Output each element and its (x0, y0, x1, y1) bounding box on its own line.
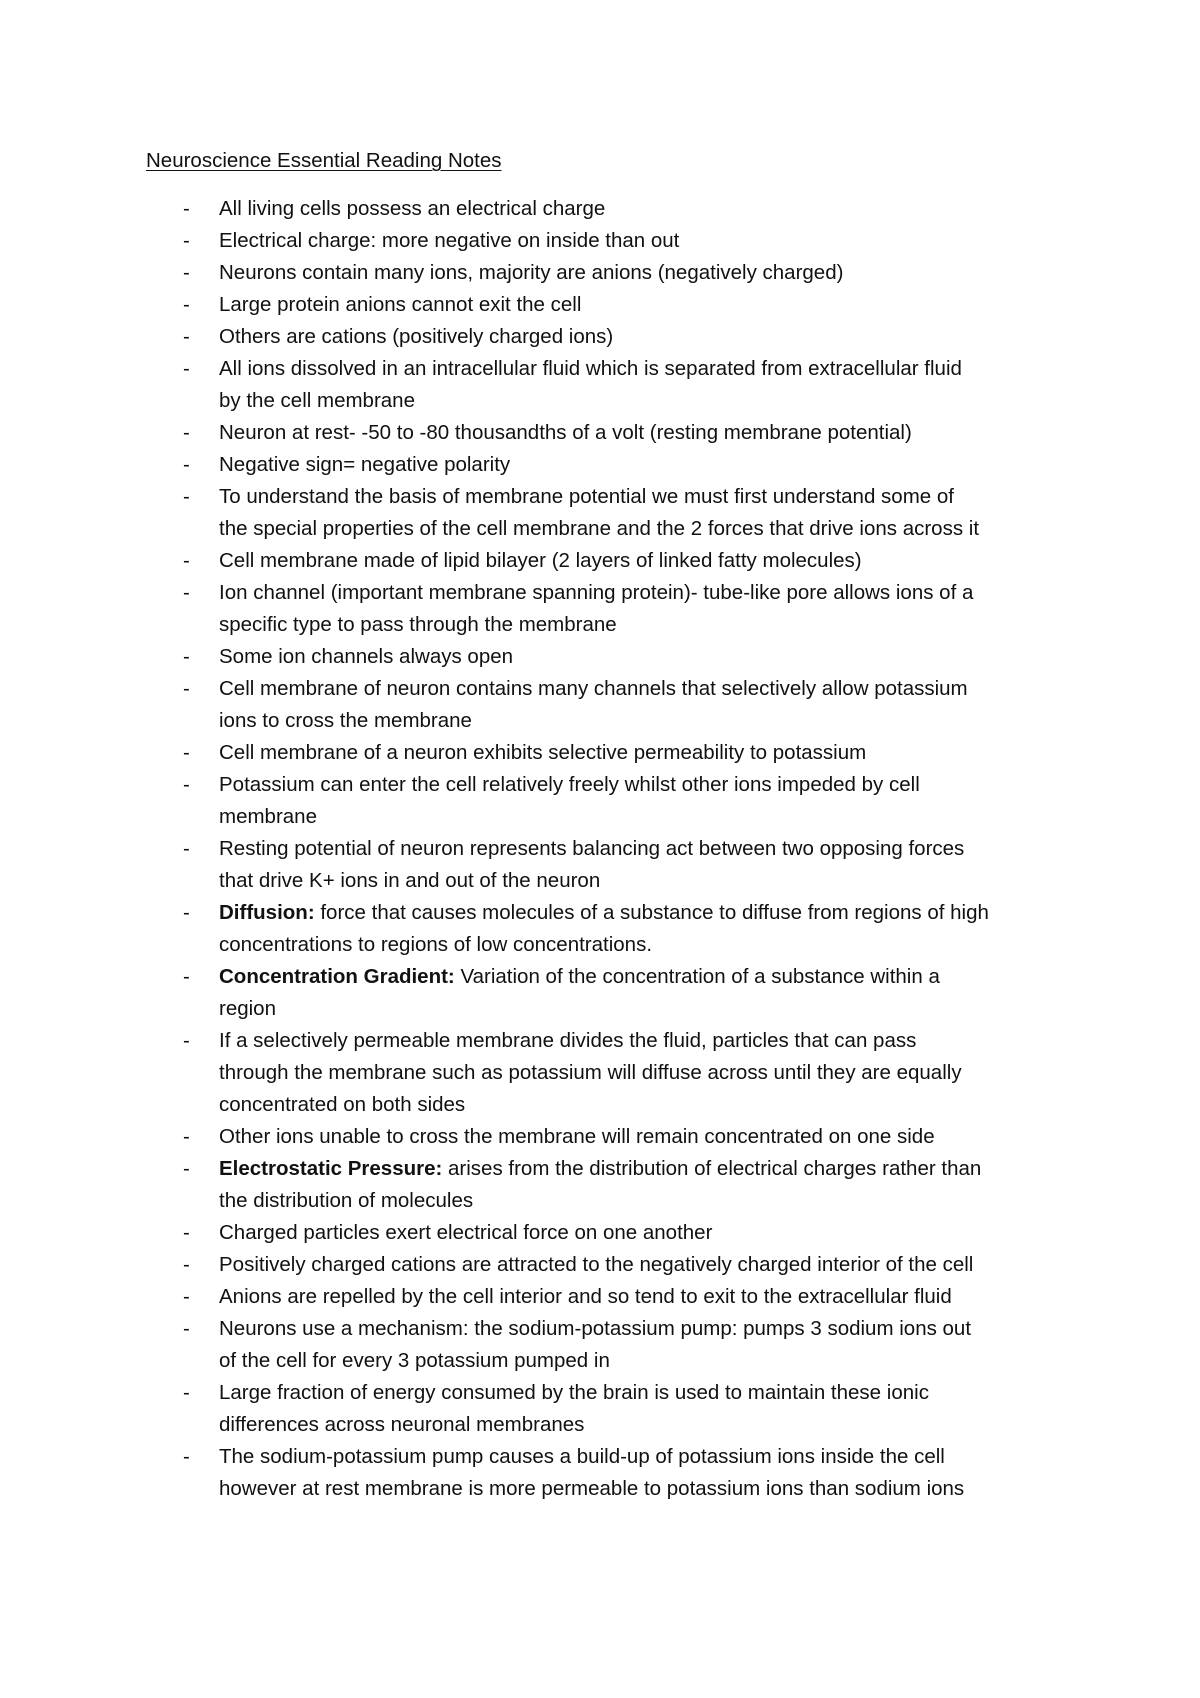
bullet-dash: - (183, 1157, 190, 1180)
bullet-dash: - (183, 1445, 190, 1468)
bullet-dash: - (183, 229, 190, 252)
note-text: All living cells possess an electrical charge (219, 197, 606, 220)
note-text: however at rest membrane is more permeable to potassium ions than sodium ions (219, 1477, 965, 1500)
bullet-dash: - (183, 1221, 190, 1244)
list-item (183, 481, 1063, 545)
bullet-dash: - (183, 549, 190, 572)
bullet-dash: - (183, 197, 190, 220)
list-item (183, 961, 1063, 1025)
list-item (183, 1153, 1063, 1217)
bullet-dash: - (183, 1029, 190, 1052)
list-item (183, 737, 1063, 769)
list-item (183, 641, 1063, 673)
note-text: specific type to pass through the membrane (219, 613, 617, 636)
note-text: membrane (219, 805, 317, 828)
bullet-dash: - (183, 357, 190, 380)
list-item (183, 1217, 1063, 1249)
note-text: Neuron at rest- -50 to -80 thousandths of a volt (resting membrane potential) (219, 421, 912, 444)
note-text: To understand the basis of membrane potential we must first understand some of (219, 485, 954, 508)
note-text: Potassium can enter the cell relatively freely whilst other ions impeded by cell (219, 773, 920, 796)
note-text: ions to cross the membrane (219, 709, 472, 732)
notes-list (183, 193, 1063, 1505)
bullet-dash: - (183, 741, 190, 764)
note-text: Negative sign= negative polarity (219, 453, 511, 476)
note-text: force that causes molecules of a substance to diffuse from regions of high (314, 901, 989, 924)
note-text: that drive K+ ions in and out of the neuron (219, 869, 601, 892)
bullet-dash: - (183, 1317, 190, 1340)
list-item (183, 225, 1063, 257)
note-text: Positively charged cations are attracted to the negatively charged interior of the cell (219, 1253, 974, 1276)
list-item (183, 545, 1063, 577)
note-text: arises from the distribution of electrical charges rather than (442, 1157, 982, 1180)
note-text: region (219, 997, 276, 1020)
list-item (183, 1121, 1063, 1153)
note-text: Ion channel (important membrane spanning protein)- tube-like pore allows ions of a (219, 581, 974, 604)
bullet-dash: - (183, 421, 190, 444)
bullet-dash: - (183, 293, 190, 316)
bullet-dash: - (183, 837, 190, 860)
note-text: concentrations to regions of low concentrations. (219, 933, 653, 956)
list-item (183, 1281, 1063, 1313)
list-item (183, 257, 1063, 289)
note-text: Variation of the concentration of a substance within a (454, 965, 940, 988)
note-text: Other ions unable to cross the membrane will remain concentrated on one side (219, 1125, 935, 1148)
note-text: Neurons contain many ions, majority are anions (negatively charged) (219, 261, 844, 284)
note-text: the special properties of the cell membrane and the 2 forces that drive ions across it (219, 517, 980, 540)
list-item (183, 417, 1063, 449)
list-item (183, 321, 1063, 353)
note-text: Cell membrane of neuron contains many channels that selectively allow potassium (219, 677, 968, 700)
page-title: Neuroscience Essential Reading Notes (146, 149, 502, 172)
note-text: Large fraction of energy consumed by the brain is used to maintain these ionic (219, 1381, 929, 1404)
bullet-dash: - (183, 325, 190, 348)
note-text: Charged particles exert electrical force on one another (219, 1221, 713, 1244)
list-item (183, 193, 1063, 225)
note-text: of the cell for every 3 potassium pumped in (219, 1349, 610, 1372)
bullet-dash: - (183, 965, 190, 988)
list-item (183, 673, 1063, 737)
note-text: Cell membrane of a neuron exhibits selective permeability to potassium (219, 741, 867, 764)
bullet-dash: - (183, 1253, 190, 1276)
note-text: concentrated on both sides (219, 1093, 466, 1116)
note-text: the distribution of molecules (219, 1189, 474, 1212)
list-item (183, 1441, 1063, 1505)
list-item (183, 1377, 1063, 1441)
note-term: Concentration Gradient: (219, 965, 455, 988)
list-item (183, 1025, 1063, 1121)
note-term: Diffusion: (219, 901, 315, 924)
list-item (183, 1249, 1063, 1281)
list-item (183, 577, 1063, 641)
bullet-dash: - (183, 261, 190, 284)
bullet-dash: - (183, 453, 190, 476)
list-item (183, 353, 1063, 417)
note-text: Some ion channels always open (219, 645, 514, 668)
list-item (183, 449, 1063, 481)
note-text: The sodium-potassium pump causes a build-up of potassium ions inside the cell (219, 1445, 945, 1468)
note-text: Anions are repelled by the cell interior and so tend to exit to the extracellular fluid (219, 1285, 952, 1308)
note-text: Cell membrane made of lipid bilayer (2 layers of linked fatty molecules) (219, 549, 862, 572)
list-item (183, 769, 1063, 833)
bullet-dash: - (183, 901, 190, 924)
note-text: through the membrane such as potassium will diffuse across until they are equally (219, 1061, 962, 1084)
list-item (183, 289, 1063, 321)
note-text: by the cell membrane (219, 389, 415, 412)
bullet-dash: - (183, 485, 190, 508)
bullet-dash: - (183, 1381, 190, 1404)
note-text: Others are cations (positively charged ions) (219, 325, 614, 348)
note-text: Electrical charge: more negative on inside than out (219, 229, 680, 252)
note-text: Neurons use a mechanism: the sodium-potassium pump: pumps 3 sodium ions out (219, 1317, 972, 1340)
bullet-dash: - (183, 1125, 190, 1148)
note-text: If a selectively permeable membrane divides the fluid, particles that can pass (219, 1029, 917, 1052)
bullet-dash: - (183, 773, 190, 796)
bullet-dash: - (183, 581, 190, 604)
bullet-dash: - (183, 645, 190, 668)
note-term: Electrostatic Pressure: (219, 1157, 443, 1180)
list-item (183, 1313, 1063, 1377)
note-text: All ions dissolved in an intracellular fluid which is separated from extracellular fluid (219, 357, 962, 380)
note-text: Large protein anions cannot exit the cell (219, 293, 582, 316)
list-item (183, 897, 1063, 961)
bullet-dash: - (183, 677, 190, 700)
note-text: differences across neuronal membranes (219, 1413, 585, 1436)
note-text: Resting potential of neuron represents balancing act between two opposing forces (219, 837, 965, 860)
bullet-dash: - (183, 1285, 190, 1308)
list-item (183, 833, 1063, 897)
